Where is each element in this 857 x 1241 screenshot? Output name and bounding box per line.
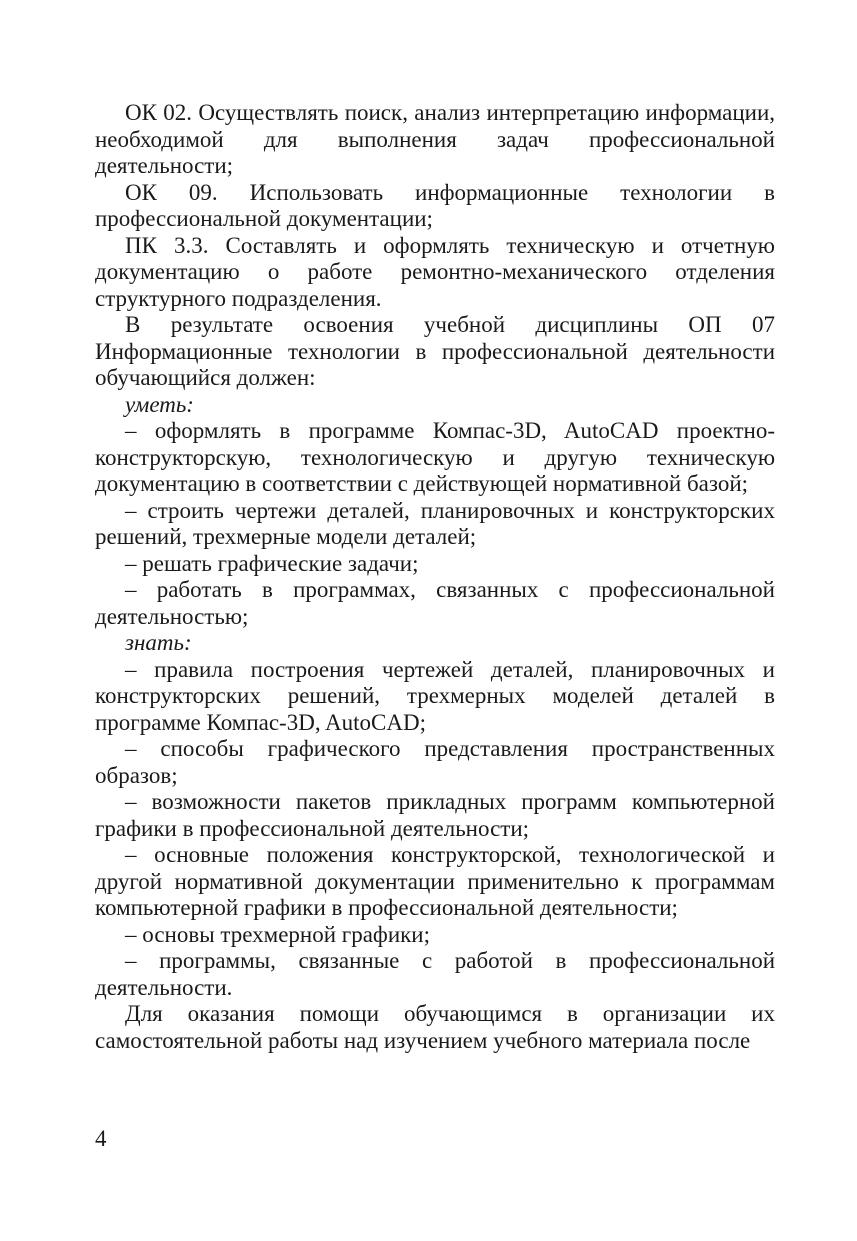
page-number: 4 bbox=[95, 1126, 107, 1151]
knowledge-item: – возможности пакетов прикладных программ компьютерной графики в профессиональной деятельности; bbox=[95, 789, 775, 841]
knowledge-heading: знать: bbox=[125, 630, 192, 655]
paragraph-pk33: ПК 3.3. Составлять и оформлять техническую и отчетную документацию о работе ремонтно-механического отделения структурного подразделения. bbox=[95, 232, 775, 311]
knowledge-item: – программы, связанные с работой в профессиональной деятельности. bbox=[95, 948, 775, 1000]
paragraph-ok02: ОК 02. Осуществлять поиск, анализ интерпретацию информации, необходимой для выполнения задач профессиональной деятельности; bbox=[95, 100, 775, 178]
page-body bbox=[95, 100, 775, 1054]
knowledge-item: – основы трехмерной графики; bbox=[125, 921, 430, 947]
skill-item: – решать графические задачи; bbox=[125, 550, 419, 576]
knowledge-item: – правила построения чертежей деталей, планировочных и конструкторских решений, трехмерных моделей деталей в программе Компас-3D, AutoCAD; bbox=[95, 656, 775, 735]
skill-item: – работать в программах, связанных с профессиональной деятельностью; bbox=[95, 577, 775, 629]
knowledge-item: – способы графического представления пространственных образов; bbox=[95, 736, 775, 788]
closing-paragraph: Для оказания помощи обучающимся в организации их самостоятельной работы над изучением учебного материала после bbox=[95, 1001, 775, 1053]
skill-item: – строить чертежи деталей, планировочных и конструкторских решений, трехмерные модели деталей; bbox=[95, 497, 775, 549]
knowledge-item: – основные положения конструкторской, технологической и другой нормативной документации применительно к программам компьютерной графики в профессиональной деятельности; bbox=[95, 842, 775, 920]
skills-heading: уметь: bbox=[125, 391, 194, 417]
paragraph-learning-outcomes: В результате освоения учебной дисциплины ОП 07 Информационные технологии в профессиональной деятельности обучающийся должен: bbox=[95, 312, 775, 390]
skill-item: – оформлять в программе Компас-3D, AutoCAD проектно-конструкторскую, технологическую и другую техническую документацию в соответствии с действующей нормативной базой; bbox=[95, 418, 775, 496]
paragraph-ok09: ОК 09. Использовать информационные технологии в профессиональной документации; bbox=[95, 179, 775, 231]
